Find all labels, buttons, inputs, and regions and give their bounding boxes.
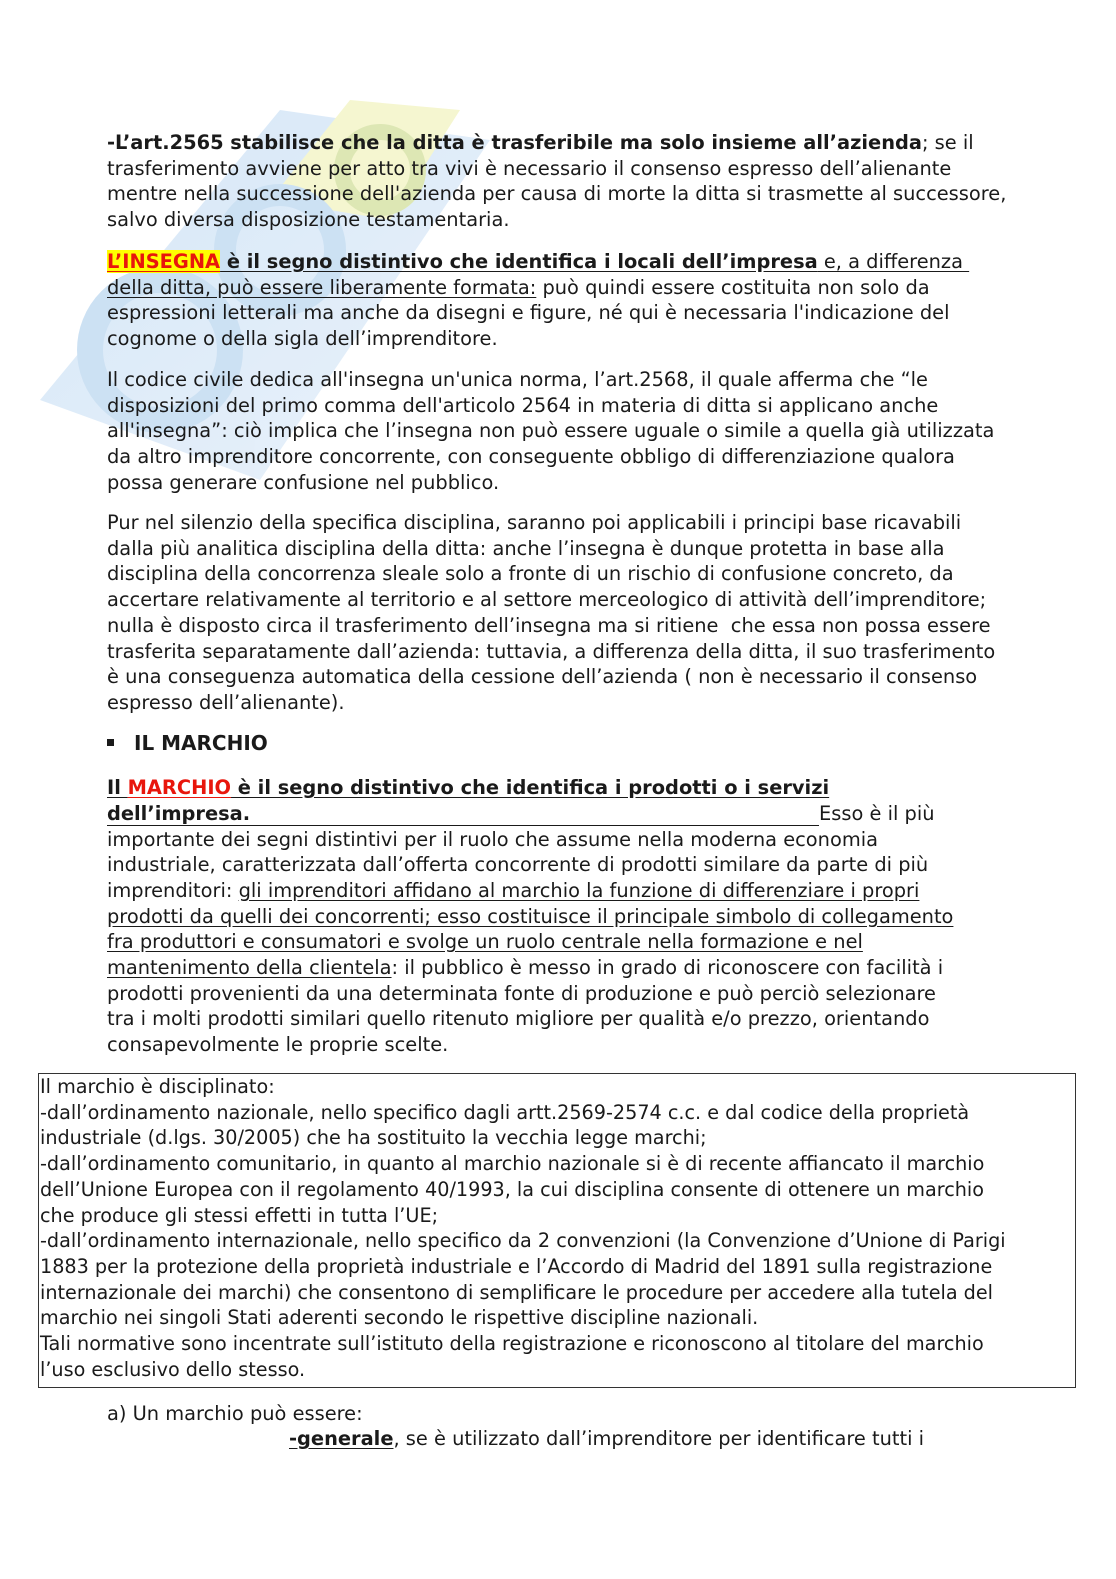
list-item-generale <box>289 1426 924 1452</box>
marchio-definition-2: dell’impresa. <box>107 803 819 826</box>
box-line: l’uso esclusivo dello stesso. <box>40 1357 306 1381</box>
box-line: dell’Unione Europea con il regolamento 40/1993, la cui disciplina consente di ottenere un marchio <box>40 1177 984 1201</box>
box-line: internazionale dei marchi) che consentono di semplificare le procedure per accedere alla tutela del <box>40 1280 994 1304</box>
paragraph-insegna-norma <box>107 367 1007 496</box>
box-line: -dall’ordinamento nazionale, nello specifico dagli artt.2569-2574 c.c. e dal codice della proprietà <box>40 1100 970 1124</box>
list-item-term: -generale <box>289 1427 394 1450</box>
marchio-underlined-2: prodotti da quelli dei concorrenti; esso costituisce il principale simbolo di collegamento <box>107 905 954 928</box>
paragraph-insegna-definition <box>107 249 1007 352</box>
box-line: 1883 per la protezione della proprietà industriale e l’Accordo di Madrid del 1891 sulla registrazione <box>40 1254 993 1278</box>
box-line: -dall’ordinamento internazionale, nello specifico da 2 convenzioni (la Convenzione d’Unione di Parigi <box>40 1229 1006 1253</box>
marchio-underlined-4: mantenimento della clientela <box>107 956 392 979</box>
box-line: marchio nei singoli Stati aderenti secondo le rispettive discipline nazionali. <box>40 1306 759 1330</box>
insegna-underlined: e, a differenza della ditta, può essere liberamente formata: <box>107 250 970 299</box>
insegna-disciplina-text: Pur nel silenzio della specifica disciplina, saranno poi applicabili i principi base ricavabili dalla più analitica disciplina della ditta: anche l’insegna è dunque protetta in base alla disciplina della concorrenza sleale solo a fronte di un rischio di confusione concreto, da accertare relativamente al territorio e al settore merceologico di attività dell’imprenditore; nulla è disposto circa il trasferimento dell’insegna ma si ritiene che essa non possa essere trasferita separatamente dall’azienda: tuttavia, a differenza della ditta, il suo trasferimento è una conseguenza automatica della cessione dell’azienda ( non è necessario il consenso espresso dell’alienante). <box>107 511 1002 714</box>
marchio-tail-4: consapevolmente le proprie scelte. <box>107 1033 449 1056</box>
marchio-plain-1: Esso è il più <box>819 802 935 825</box>
marchio-il: Il <box>107 776 128 799</box>
ditta-transfer-rest: ; se il trasferimento avviene per atto tra vivi è necessario il consenso espresso dell’alienante mentre nella successione dell'azienda per causa di morte la ditta si trasmette al successore, salvo diversa disposizione testamentaria. <box>107 131 1013 232</box>
insegna-term: L’INSEGNA <box>107 250 221 273</box>
list-intro: a) Un marchio può essere: <box>107 1402 363 1425</box>
marchio-plain-3: industriale, caratterizzata dall’offerta concorrente di prodotti similare da parte di più <box>107 853 929 876</box>
insegna-definition: è il segno distintivo che identifica i locali dell’impresa <box>220 250 818 273</box>
marchio-underlined-1: gli imprenditori affidano al marchio la funzione di differenziare i propri <box>238 879 920 902</box>
paragraph-insegna-disciplina <box>107 510 1007 716</box>
marchio-plain-2: importante dei segni distintivi per il ruolo che assume nella moderna economia <box>107 828 878 851</box>
bullet-square-icon <box>107 739 114 746</box>
insegna-norma-text: Il codice civile dedica all'insegna un'unica norma, l’art.2568, il quale afferma che “le disposizioni del primo comma dell'articolo 2564 in materia di ditta si applicano anche all'insegna”: ciò implica che l’insegna non può essere uguale o simile a quella già utilizzata da altro imprenditore concorrente, con conseguente obbligo di differenziazione qualora possa generare confusione nel pubblico. <box>107 368 1001 494</box>
marchio-definition-1: è il segno distintivo che identifica i prodotti o i servizi <box>231 776 830 799</box>
box-line: Il marchio è disciplinato: <box>40 1075 275 1098</box>
marchio-tail-2: prodotti provenienti da una determinata fonte di produzione e può perciò selezionare <box>107 982 936 1005</box>
insegna-rest: può quindi essere costituita non solo da espressioni letterali ma anche da disegni e figure, né qui è necessaria l'indicazione del cognome o della sigla dell’imprenditore. <box>107 275 956 351</box>
box-line: industriale (d.lgs. 30/2005) che ha sostituito la vecchia legge marchi; <box>40 1126 707 1150</box>
box-line: che produce gli stessi effetti in tutta l’UE; <box>40 1203 439 1227</box>
paragraph-ditta-transfer <box>107 130 1013 233</box>
marchio-underlined-3: fra produttori e consumatori e svolge un ruolo centrale nella formazione e nel <box>107 930 863 953</box>
section-heading-marchio <box>107 731 268 755</box>
marchio-tail-3: tra i molti prodotti similari quello ritenuto migliore per qualità e/o prezzo, orientando <box>107 1007 930 1030</box>
marchio-term: MARCHIO <box>127 776 232 799</box>
marchio-tail-1: : il pubblico è messo in grado di riconoscere con facilità i <box>391 956 944 979</box>
marchio-plain-4: imprenditori: <box>107 879 239 902</box>
marchio-discipline-box <box>38 1073 1076 1388</box>
ditta-transfer-lead: -L’art.2565 stabilisce che la ditta è trasferibile ma solo insieme all’azienda <box>107 131 922 154</box>
box-line: -dall’ordinamento comunitario, in quanto al marchio nazionale si è di recente affiancato il marchio <box>40 1152 985 1176</box>
box-line: Tali normative sono incentrate sull’istituto della registrazione e riconoscono al titolare del marchio <box>40 1332 984 1356</box>
list-item-rest: , se è utilizzato dall’imprenditore per identificare tutti i <box>393 1427 925 1450</box>
section-heading-text: IL MARCHIO <box>134 731 268 755</box>
